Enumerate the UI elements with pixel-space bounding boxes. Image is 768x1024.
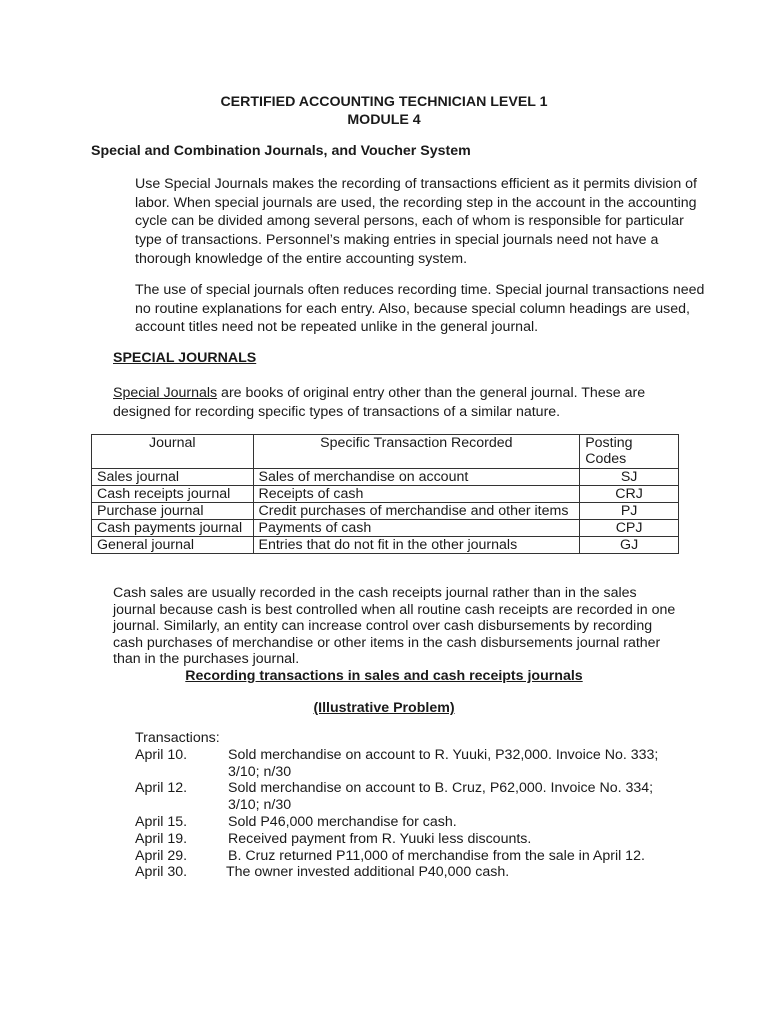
table-row [92, 469, 679, 486]
table-row [92, 520, 679, 537]
module-title: MODULE 4 [347, 112, 421, 128]
journal-name: Cash payments journal [92, 520, 254, 537]
definition-term: Special Journals [113, 385, 218, 401]
journal-name: Sales journal [92, 469, 254, 486]
transaction-desc: Entries that do not fit in the other journals [253, 537, 580, 554]
transaction-terms: 3/10; n/30 [228, 763, 292, 780]
transaction-desc: Payments of cash [253, 520, 580, 537]
illustrative-heading-wrap [0, 700, 768, 716]
table-row [92, 486, 679, 503]
journal-table [91, 434, 679, 554]
transaction-row [135, 847, 645, 865]
definition-text: are books of original entry other than the general journal. These are designed for recording specific types of transactions of a similar nature. [113, 385, 646, 420]
transaction-date: April 30. [135, 864, 188, 881]
intro-paragraph: Use Special Journals makes the recording of transactions efficient as it permits division of labor. When special journals are used, the recording step in the account in the accounting cycle can be divided among several persons, each of whom is responsible for particular type of transactions. Personnel’s making entries in special journals need not have a thorough knowledge of the entire accounting system. [135, 176, 697, 267]
journal-name: Purchase journal [92, 503, 254, 520]
transaction-desc: Sold merchandise on account to B. Cruz, P62,000. Invoice No. 334; [228, 780, 654, 797]
table-row [92, 537, 679, 554]
posting-code: CRJ [580, 486, 679, 503]
document-title: CERTIFIED ACCOUNTING TECHNICIAN LEVEL 1 [220, 94, 548, 110]
transaction-continuation [135, 797, 292, 814]
header-transaction: Specific Transaction Recorded [253, 435, 580, 469]
header-journal: Journal [92, 435, 254, 469]
transaction-row [135, 780, 654, 797]
transaction-desc: Credit purchases of merchandise and other items [253, 503, 580, 520]
transaction-row [135, 830, 532, 848]
transaction-desc: Sales of merchandise on account [253, 469, 580, 486]
special-journals-heading: SPECIAL JOURNALS [113, 350, 257, 366]
transaction-date: April 12. [135, 780, 188, 797]
transaction-date: April 10. [135, 746, 188, 763]
header-posting-codes: Posting Codes [580, 435, 679, 469]
transactions-list [135, 730, 659, 881]
recording-time-paragraph: The use of special journals often reduces recording time. Special journal transactions need no routine explanations for each entry. Also, because special column headings are used, account titles need not be repeated unlike in the general journal. [135, 282, 705, 336]
transaction-date: April 29. [135, 847, 188, 864]
transaction-desc: B. Cruz returned P11,000 of merchandise from the sale in April 12. [228, 847, 645, 864]
illustrative-heading: (Illustrative Problem) [313, 700, 455, 716]
transactions-label: Transactions: [135, 730, 220, 746]
posting-code: SJ [580, 469, 679, 486]
transaction-desc: Sold P46,000 merchandise for cash. [228, 813, 457, 830]
posting-code: PJ [580, 503, 679, 520]
transaction-desc: The owner invested additional P40,000 cash. [226, 864, 510, 881]
table-header-row [92, 435, 679, 469]
transaction-continuation [135, 763, 292, 781]
transaction-desc: Receipts of cash [253, 486, 580, 503]
special-journals-definition [113, 384, 683, 421]
transaction-desc: Received payment from R. Yuuki less discounts. [228, 830, 532, 847]
transaction-row [135, 813, 457, 831]
table-row [92, 503, 679, 520]
journal-name: General journal [92, 537, 254, 554]
posting-code: CPJ [580, 520, 679, 537]
section-title: Special and Combination Journals, and Voucher System [91, 143, 471, 159]
transaction-row [135, 864, 510, 881]
recording-heading-wrap [0, 668, 768, 684]
posting-code: GJ [580, 537, 679, 554]
transaction-row [135, 746, 659, 764]
transaction-desc: Sold merchandise on account to R. Yuuki, P32,000. Invoice No. 333; [228, 746, 659, 763]
transaction-date: April 15. [135, 813, 188, 830]
transaction-terms: 3/10; n/30 [228, 797, 292, 814]
cash-sales-paragraph: Cash sales are usually recorded in the cash receipts journal rather than in the sales journal because cash is best controlled when all routine cash receipts are recorded in one journal. Similarly, an entity can increase control over cash disbursements by recording cash purchases of merchandise or other items in the cash disbursements journal rather than in the purchases journal. [113, 585, 676, 668]
journal-name: Cash receipts journal [92, 486, 254, 503]
transaction-date: April 19. [135, 830, 188, 847]
recording-heading: Recording transactions in sales and cash receipts journals [185, 668, 583, 684]
